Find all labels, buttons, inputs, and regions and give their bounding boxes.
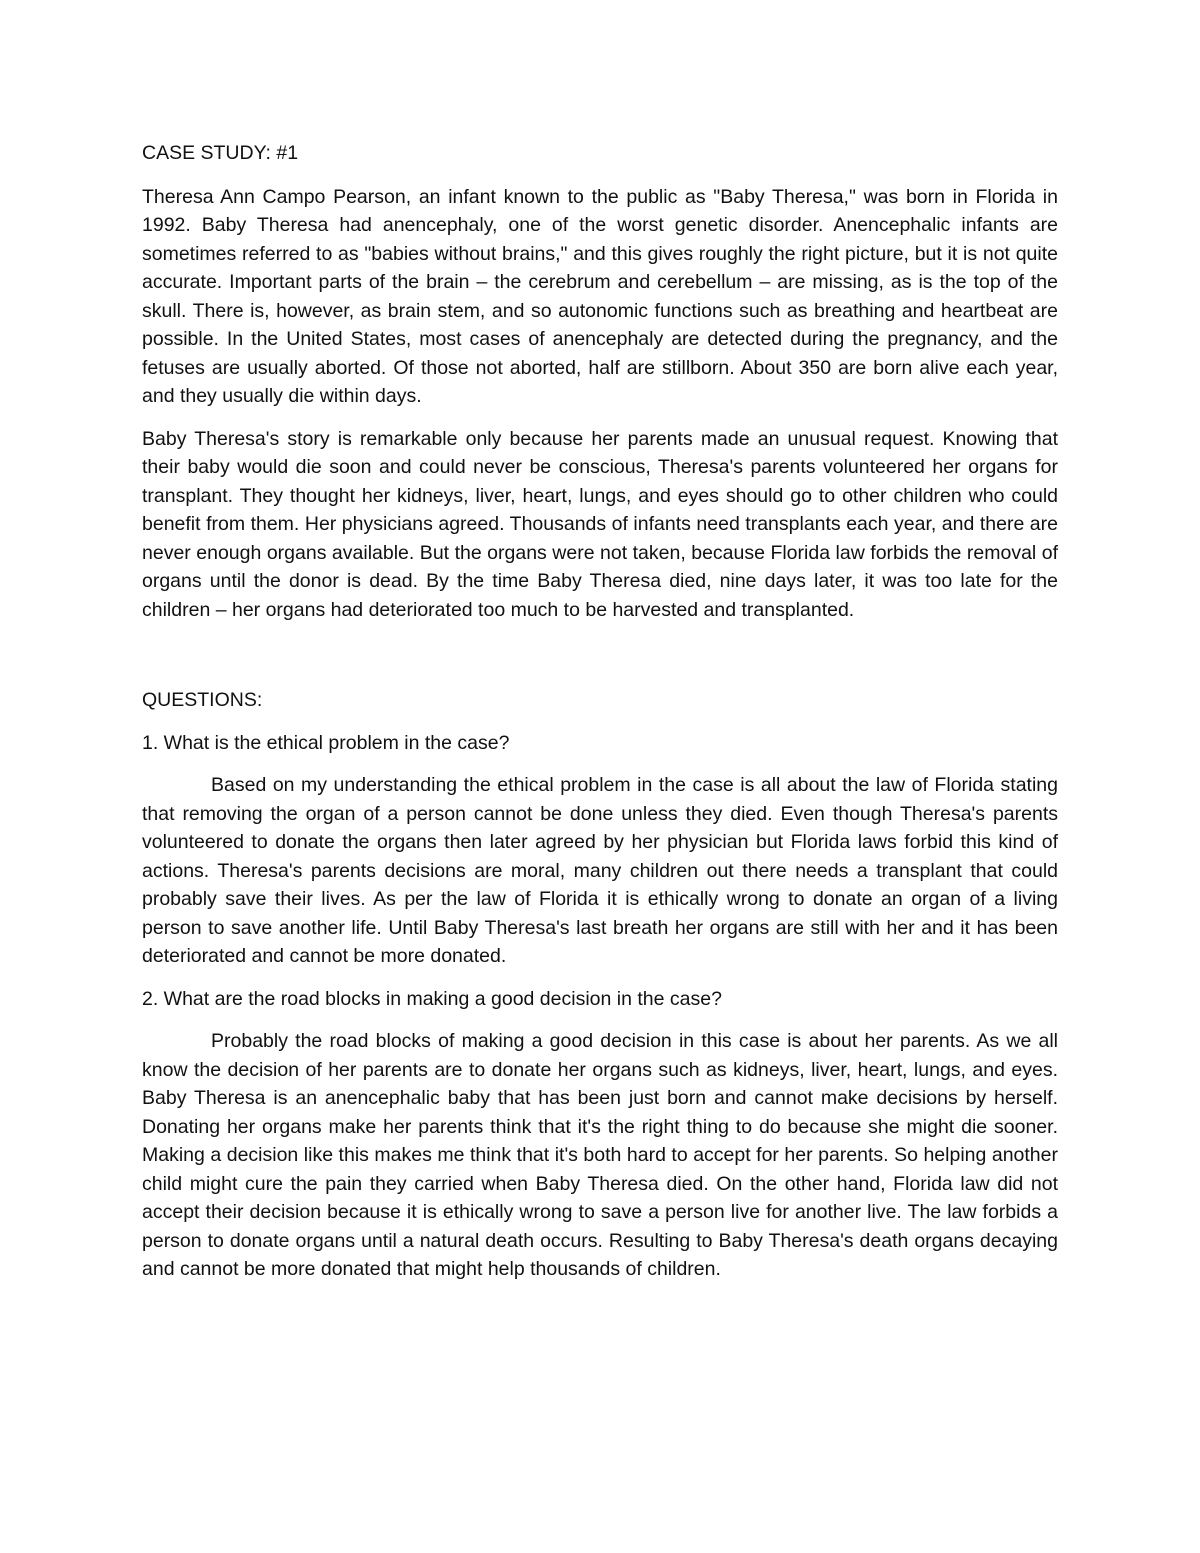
case-paragraph-1: Theresa Ann Campo Pearson, an infant known to the public as "Baby Theresa," was born in Florida in 1992. Baby Theresa had anencephaly, one of the worst genetic disorder. Anencephalic infants are sometimes referred to as "babies without brains," and this gives roughly the right picture, but it is not quite accurate. Important parts of the brain – the cerebrum and cerebellum – are missing, as is the top of the skull. There is, however, as brain stem, and so autonomic functions such as breathing and heartbeat are possible. In the United States, most cases of anencephaly are detected during the pregnancy, and the fetuses are usually aborted. Of those not aborted, half are stillborn. About 350 are born alive each year, and they usually die within days. (142, 185, 1058, 407)
document-page (142, 139, 1058, 1298)
answer-1: Based on my understanding the ethical problem in the case is all about the law of Florida stating that removing the organ of a person cannot be done unless they died. Even though Theresa's parents volunteered to donate the organs then later agreed by her physician but Florida laws forbid this kind of actions. Theresa's parents decisions are moral, many children out there needs a transplant that could probably save their lives. As per the law of Florida it is ethically wrong to donate an organ of a living person to save another life. Until Baby Theresa's last breath her organs are still with her and it has been deteriorated and cannot be more donated. (142, 774, 1058, 967)
section-spacer (142, 638, 1058, 686)
question-1: 1. What is the ethical problem in the case? (142, 731, 510, 754)
question-2: 2. What are the road blocks in making a good decision in the case? (142, 987, 722, 1010)
answer-2: Probably the road blocks of making a good decision in this case is about her parents. As we all know the decision of her parents are to donate her organs such as kidneys, liver, heart, lungs, and eyes. Baby Theresa is an anencephalic baby that has been just born and cannot make decisions by herself. Donating her organs make her parents think that it's the right thing to do because she might die sooner. Making a decision like this makes me think that it's both hard to accept for her parents. So helping another child might cure the pain they carried when Baby Theresa died. On the other hand, Florida law did not accept their decision because it is ethically wrong to save a person live for another live. The law forbids a person to donate organs until a natural death occurs. Resulting to Baby Theresa's death organs decaying and cannot be more donated that might help thousands of children. (142, 1030, 1058, 1280)
case-paragraph-2: Baby Theresa's story is remarkable only because her parents made an unusual request. Knowing that their baby would die soon and could never be conscious, Theresa's parents volunteered her organs for transplant. They thought her kidneys, liver, heart, lungs, and eyes should go to other children who could benefit from them. Her physicians agreed. Thousands of infants need transplants each year, and there are never enough organs available. But the organs were not taken, because Florida law forbids the removal of organs until the donor is dead. By the time Baby Theresa died, nine days later, it was too late for the children – her organs had deteriorated too much to be harvested and transplanted. (142, 427, 1058, 621)
case-study-title: CASE STUDY: #1 (142, 142, 299, 164)
questions-heading: QUESTIONS: (142, 689, 263, 711)
